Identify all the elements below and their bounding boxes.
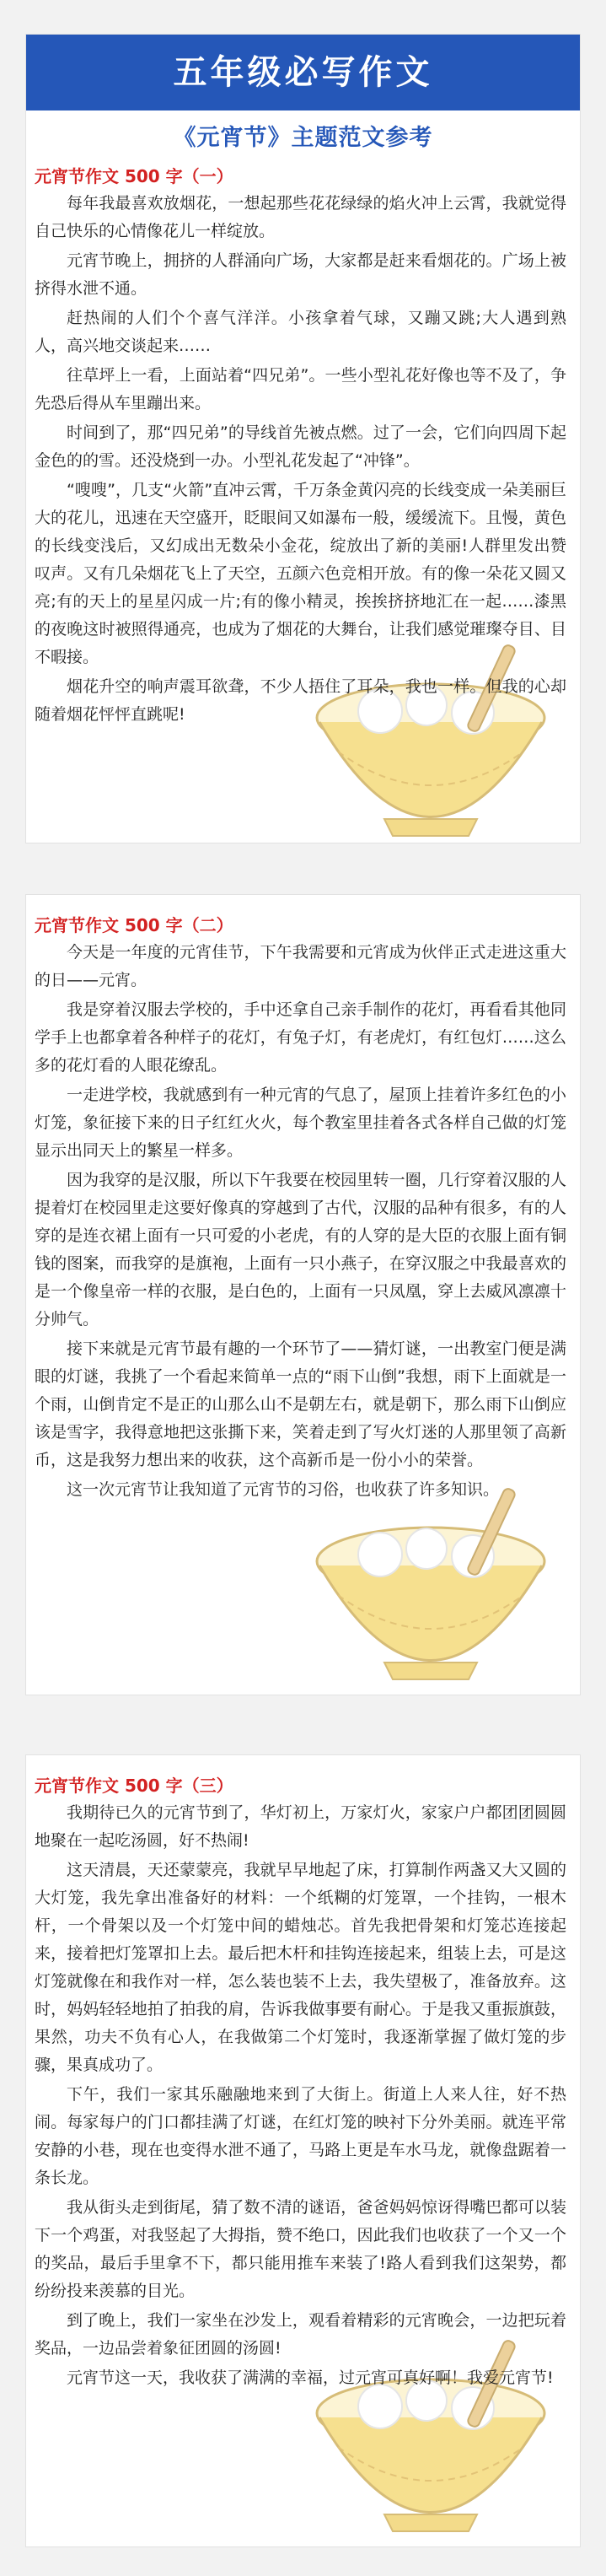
- essay-paragraph: 往草坪上一看，上面站着“四兄弟”。一些小型礼花好像也等不及了，争先恐后得从车里蹦出来。: [35, 366, 566, 412]
- essay-title: 元宵节作文 500 字（二）: [35, 915, 233, 935]
- essay-paragraph: 下午，我们一家其乐融融地来到了大街上。街道上人来人往，好不热闹。每家每户的门口都挂满了灯谜，在红灯笼的映衬下分外美丽。就连平常安静的小巷，现在也变得水泄不通了，马路上更是车水马龙，就像盘踞着一条长龙。: [35, 2085, 566, 2187]
- essay-card-3: [25, 1754, 581, 2547]
- essay-paragraph: 因为我穿的是汉服，所以下午我要在校园里转一圈，几行穿着汉服的人提着灯在校园里走这要好像真的穿越到了古代，汉服的品种有很多，有的人穿的是连衣裙上面有一只可爱的小老虎，有的人穿的是大臣的衣服上面有铜钱的图案，而我穿的是旗袍，上面有一只小燕子，在穿汉服之中我最喜欢的是一个像皇帝一样的衣服，是白色的，上面有一只凤凰，穿上去威风凛凛十分帅气。: [35, 1171, 566, 1328]
- essay-paragraph: 每年我最喜欢放烟花，一想起那些花花绿绿的焰火冲上云霄，我就觉得自己快乐的心情像花儿一样绽放。: [35, 194, 566, 240]
- essay-paragraph: 到了晚上，我们一家坐在沙发上，观看着精彩的元宵晚会，一边把玩着奖品，一边品尝着象征团圆的汤圆!: [35, 2311, 566, 2358]
- essay-body: [35, 1799, 566, 2394]
- page-subtitle: 《元宵节》主题范文参考: [173, 125, 433, 151]
- essay-body: [35, 190, 566, 730]
- essay-paragraph: 今天是一年度的元宵佳节，下午我需要和元宵成为伙伴正式走进这重大的日——元宵。: [35, 943, 566, 989]
- essay-paragraph: 时间到了，那“四兄弟”的导线首先被点燃。过了一会，它们向四周下起金色的的雪。还没烧到一办。小型礼花发起了“冲锋”。: [35, 423, 566, 470]
- essay-paragraph: 赶热闹的人们个个喜气洋洋。小孩拿着气球，又蹦又跳;大人遇到熟人，高兴地交谈起来……: [35, 309, 566, 355]
- essay-paragraph: 我期待已久的元宵节到了，华灯初上，万家灯火，家家户户都团团圆圆地聚在一起吃汤圆，好不热闹!: [35, 1803, 566, 1850]
- essay-paragraph: 接下来就是元宵节最有趣的一个环节了——猜灯谜，一出教室门便是满眼的灯谜，我挑了一个看起来简单一点的“雨下山倒”我想，雨下上面就是一个雨，山倒肯定不是正的山那么山不是朝左右，就是朝下，那么雨下山倒应该是雪字，我得意地把这张撕下来，笑着走到了写火灯迷的人那里领了高新币，这是我努力想出来的收获，这个高新币是一份小小的荣誉。: [35, 1339, 566, 1469]
- essay-paragraph: 烟花升空的响声震耳欲聋，不少人捂住了耳朵，我也一样。但我的心却随着烟花怦怦直跳呢!: [35, 677, 566, 724]
- essay-paragraph: 元宵节这一天，我收获了满满的幸福，过元宵可真好啊！我爱元宵节!: [67, 2369, 554, 2387]
- essay-card-1: [25, 34, 581, 843]
- essay-paragraph: “嗖嗖”，几支“火箭”直冲云霄，千万条金黄闪亮的长线变成一朵美丽巨大的花儿，迅速在天空盛开，眨眼间又如瀑布一般，缓缓流下。且慢，黄色的长线变浅后，又幻成出无数朵小金花，绽放出了新的美丽!人群里发出赞叹声。又有几朵烟花飞上了天空，五颜六色竞相开放。有的像一朵花又圆又亮;有的天上的星星闪成一片;有的像小精灵，挨挨挤挤地汇在一起……漆黑的夜晚这时被照得通亮，也成为了烟花的大舞台，让我们感觉璀璨夺目、目不暇接。: [35, 481, 566, 666]
- essay-card-2: [25, 894, 581, 1695]
- essay-body: [35, 939, 566, 1506]
- page-banner-title: 五年级必写作文: [26, 35, 580, 110]
- essay-paragraph: 这一次元宵节让我知道了元宵节的习俗，也收获了许多知识。: [67, 1480, 500, 1499]
- essay-title: 元宵节作文 500 字（三）: [35, 1776, 233, 1796]
- essay-title: 元宵节作文 500 字（一）: [35, 166, 233, 186]
- essay-paragraph: 元宵节晚上，拥挤的人群涌向广场，大家都是赶来看烟花的。广场上被挤得水泄不通。: [35, 251, 566, 298]
- essay-paragraph: 这天清晨，天还蒙蒙亮，我就早早地起了床，打算制作两盏又大又圆的大灯笼，我先拿出准备好的材料：一个纸糊的灯笼罩，一个挂钩，一根木杆，一个骨架以及一个灯笼中间的蜡烛芯。首先我把骨架和灯笼芯连接起来，接着把灯笼罩扣上去。最后把木杆和挂钩连接起来，组装上去，可是这灯笼就像在和我作对一样，怎么装也装不上去，我失望极了，准备放弃。这时，妈妈轻轻地拍了拍我的肩，告诉我做事要有耐心。于是我又重振旗鼓，果然，功夫不负有心人，在我做第二个灯笼时，我逐渐掌握了做灯笼的步骤，果真成功了。: [35, 1861, 566, 2074]
- essay-paragraph: 我是穿着汉服去学校的，手中还拿自己亲手制作的花灯，再看看其他同学手上也都拿着各种样子的花灯，有兔子灯，有老虎灯，有红包灯……这么多的花灯看的人眼花缭乱。: [35, 1000, 566, 1075]
- essay-paragraph: 我从街头走到街尾，猜了数不清的谜语，爸爸妈妈惊讶得嘴巴都可以装下一个鸡蛋，对我竖起了大拇指，赞不绝口，因此我们也收获了一个又一个的奖品，最后手里拿不下，都只能用推车来装了!路人看到我们这架势，都纷纷投来羡慕的目光。: [35, 2198, 566, 2300]
- essay-paragraph: 一走进学校，我就感到有一种元宵的气息了，屋顶上挂着许多红色的小灯笼，象征接下来的日子红红火火，每个教室里挂着各式各样自己做的灯笼显示出同天上的繁星一样多。: [35, 1086, 566, 1160]
